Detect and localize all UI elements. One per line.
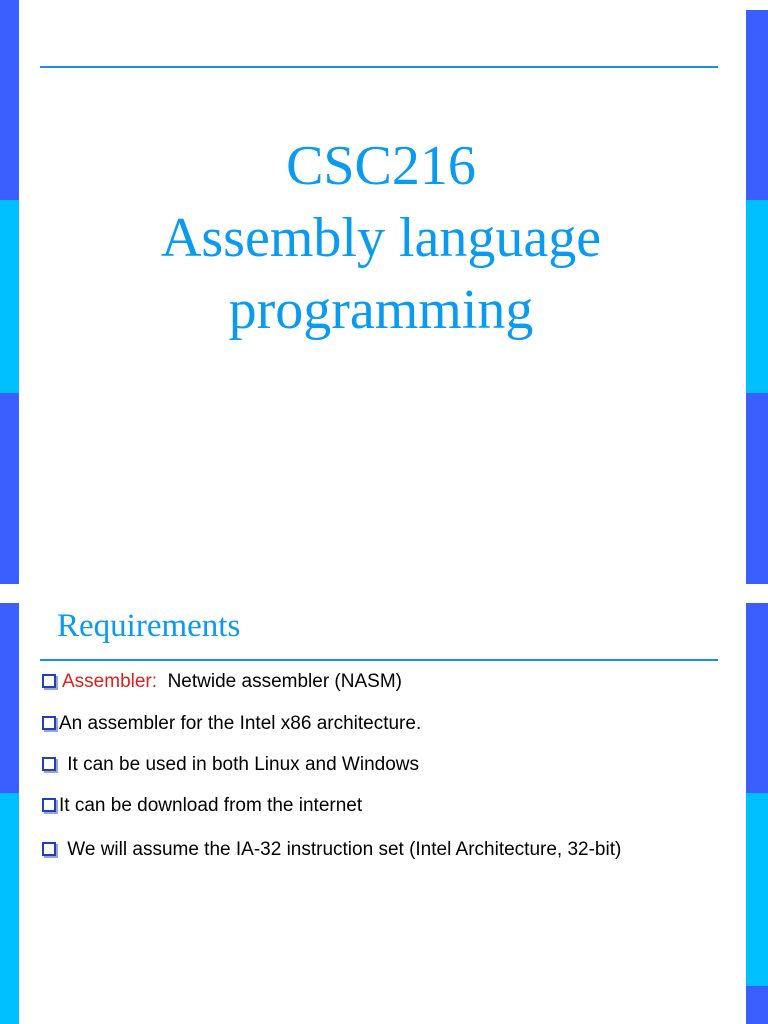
left-accent-bar-bottom [0, 393, 19, 584]
checkbox-square-icon [42, 716, 56, 730]
bullet-text: An assembler for the Intel x86 architecture. [59, 713, 422, 734]
bullet-text: Netwide assembler (NASM) [157, 671, 402, 692]
bullet-text: It can be used in both Linux and Windows [62, 754, 420, 775]
right-accent-bar-middle [746, 793, 768, 986]
list-item [42, 838, 621, 862]
checkbox-square-icon [42, 674, 56, 688]
left-accent-bar-top [0, 0, 19, 200]
slide-gap [0, 584, 768, 603]
right-accent-bar-middle [746, 200, 768, 393]
title-divider [40, 66, 718, 68]
title-line-course-code: CSC216 [286, 135, 476, 197]
section-heading: Requirements [57, 608, 241, 644]
left-accent-bar-middle [0, 793, 19, 1024]
checkbox-square-icon [42, 798, 56, 812]
right-accent-bar-bottom [746, 986, 768, 1024]
title-line-subject-cont: programming [228, 279, 534, 341]
slide-title [40, 130, 722, 346]
bullet-text: It can be download from the internet [59, 795, 363, 816]
list-item [42, 670, 402, 694]
right-accent-bar-top [746, 603, 768, 793]
right-accent-bar-bottom [746, 393, 768, 584]
requirements-slide [0, 603, 768, 1024]
list-item [42, 753, 419, 777]
list-item [42, 712, 421, 736]
title-line-subject: Assembly language [160, 207, 602, 269]
checkbox-square-icon [42, 842, 56, 856]
bullet-text: We will assume the IA-32 instruction set (Intel Architecture, 32-bit) [62, 839, 622, 860]
list-item [42, 794, 362, 818]
left-accent-bar-top [0, 603, 19, 793]
checkbox-square-icon [42, 757, 56, 771]
left-accent-bar-middle [0, 200, 19, 393]
right-accent-bar-top [746, 10, 768, 200]
heading-divider [40, 659, 718, 661]
bullet-label: Assembler: [62, 671, 158, 692]
